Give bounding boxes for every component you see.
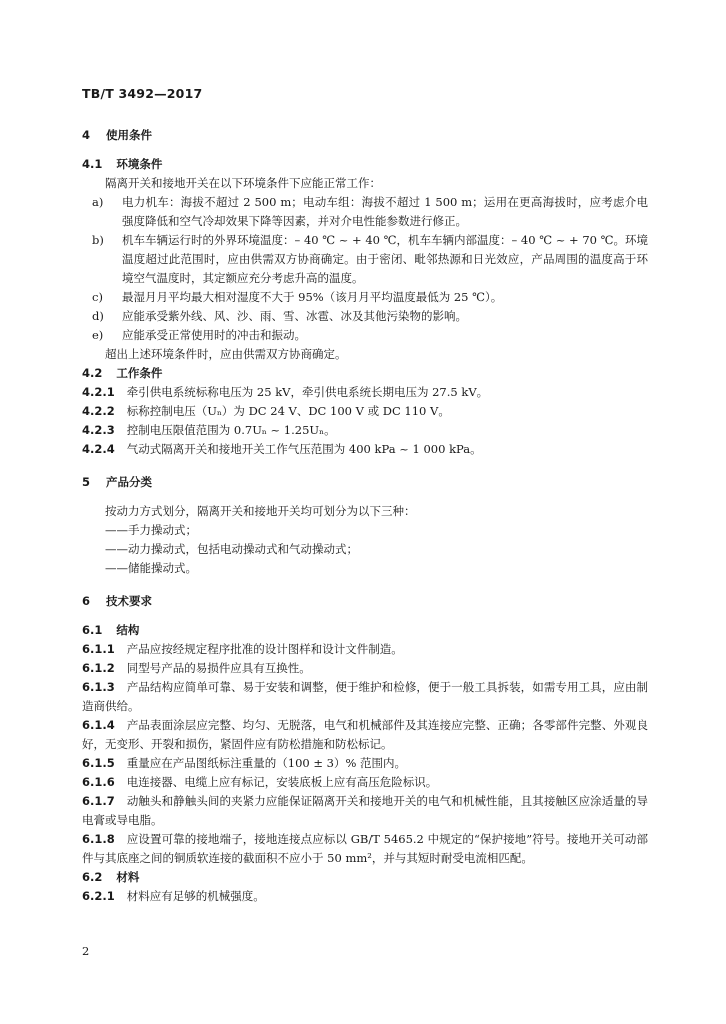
clause-number: 6.1.3 (82, 680, 115, 694)
clause-number: 6.1.6 (82, 775, 115, 789)
section-title: 产品分类 (106, 475, 153, 489)
clause-text: 材料应有足够的机械强度。 (126, 889, 265, 903)
section-6-heading (82, 592, 648, 611)
section-4-2-heading (82, 364, 648, 383)
clause (82, 640, 648, 659)
clause (82, 440, 648, 459)
clause (82, 716, 648, 754)
clause-text: 标称控制电压（Uₙ）为 DC 24 V、DC 100 V 或 DC 110 V。 (126, 404, 450, 418)
section-6-1-heading (82, 621, 648, 640)
dash-list-item: ——手力操动式； (105, 523, 197, 537)
standard-code: TB/T 3492—2017 (82, 86, 203, 101)
list-item (82, 288, 648, 307)
clause (82, 887, 648, 906)
section-number: 6.2 (82, 870, 103, 884)
clause-text: 产品应按经规定程序批准的设计图样和设计文件制造。 (126, 642, 403, 656)
clause (82, 421, 648, 440)
section-number: 5 (82, 475, 91, 489)
clause-number: 4.2.2 (82, 404, 115, 418)
list-text: 机车车辆运行时的外界环境温度：– 40 ℃ ~ + 40 ℃，机车车辆内部温度：– 40 ℃ ~ + 70 ℃。环境温度超过此范围时，应由供需双方协商确定。由于密闭、毗邻热源和日光效应，产品周围的温度高于环境空气温度时，其定额应充分考虑升高的温度。 (122, 233, 648, 285)
page-number: 2 (82, 944, 90, 958)
section-title: 环境条件 (116, 157, 163, 171)
clause-text: 电连接器、电缆上应有标记，安装底板上应有高压危险标识。 (126, 775, 438, 789)
clause-text: 产品表面涂层应完整、均匀、无脱落，电气和机械部件及其连接应完整、正确；各零部件完整、外观良好，无变形、开裂和损伤，紧固件应有防松措施和防松标记。 (82, 718, 648, 751)
list-text: 应能承受正常使用时的冲击和振动。 (122, 328, 306, 342)
section-5-heading (82, 473, 648, 492)
clause (82, 830, 648, 868)
list-label: a) (92, 195, 104, 209)
list-label: b) (92, 233, 104, 247)
list-item (82, 231, 648, 288)
clause (82, 792, 648, 830)
clause-text: 同型号产品的易损件应具有互换性。 (126, 661, 311, 675)
clause (82, 383, 648, 402)
clause-number: 6.1.4 (82, 718, 115, 732)
clause-text: 气动式隔离开关和接地开关工作气压范围为 400 kPa ~ 1 000 kPa。 (126, 442, 482, 456)
section-title: 技术要求 (106, 594, 153, 608)
clause-number: 6.1.8 (82, 832, 115, 846)
clause-number: 4.2.4 (82, 442, 115, 456)
dash-list-item: ——动力操动式，包括电动操动式和气动操动式； (105, 542, 358, 556)
clause-text: 牵引供电系统标称电压为 25 kV，牵引供电系统长期电压为 27.5 kV。 (126, 385, 489, 399)
paragraph: 隔离开关和接地开关在以下环境条件下应能正常工作： (105, 176, 381, 190)
clause (82, 659, 648, 678)
clause-text: 控制电压限值范围为 0.7Uₙ ~ 1.25Uₙ。 (126, 423, 336, 437)
list-item (82, 307, 648, 326)
clause-text: 动触头和静触头间的夹紧力应能保证隔离开关和接地开关的电气和机械性能，且其接触区应涂适量的导电膏或导电脂。 (82, 794, 648, 827)
section-number: 6.1 (82, 623, 103, 637)
list-item (82, 193, 648, 231)
section-4-1-heading (82, 155, 648, 174)
clause-number: 4.2.1 (82, 385, 115, 399)
clause-number: 6.1.5 (82, 756, 115, 770)
section-title: 材料 (116, 870, 140, 884)
clause-text: 产品结构应简单可靠、易于安装和调整，便于维护和检修，便于一般工具拆装，如需专用工具，应由制造商供给。 (82, 680, 648, 713)
section-title: 结构 (116, 623, 140, 637)
clause (82, 402, 648, 421)
list-text: 最湿月月平均最大相对湿度不大于 95%（该月月平均温度最低为 25 ℃）。 (122, 290, 503, 304)
clause-number: 6.1.7 (82, 794, 115, 808)
clause (82, 754, 648, 773)
clause-number: 6.1.1 (82, 642, 115, 656)
list-label: e) (92, 328, 104, 342)
dash-list-item: ——储能操动式。 (105, 561, 197, 575)
clause-number: 4.2.3 (82, 423, 115, 437)
clause-number: 6.1.2 (82, 661, 115, 675)
clause-text: 应设置可靠的接地端子，接地连接点应标以 GB/T 5465.2 中规定的“保护接地”符号。接地开关可动部件与其底座之间的铜质软连接的截面积不应小于 50 mm²，并与其短时耐受电流相匹配。 (82, 832, 648, 865)
section-title: 使用条件 (106, 128, 153, 142)
clause (82, 678, 648, 716)
paragraph: 按动力方式划分，隔离开关和接地开关均可划分为以下三种： (105, 504, 416, 518)
section-6-2-heading (82, 868, 648, 887)
paragraph: 超出上述环境条件时，应由供需双方协商确定。 (105, 347, 347, 361)
list-label: c) (92, 290, 103, 304)
section-title: 工作条件 (116, 366, 163, 380)
list-item (82, 326, 648, 345)
clause-text: 重量应在产品图纸标注重量的（100 ± 3）% 范围内。 (126, 756, 407, 770)
list-text: 电力机车：海拔不超过 2 500 m；电动车组：海拔不超过 1 500 m；运用在更高海拔时，应考虑介电强度降低和空气冷却效果下降等因素，并对介电性能参数进行修正。 (122, 195, 648, 228)
list-label: d) (92, 309, 104, 323)
clause-number: 6.2.1 (82, 889, 115, 903)
section-number: 4.2 (82, 366, 103, 380)
page-body (82, 126, 648, 906)
section-number: 4 (82, 128, 91, 142)
section-number: 6 (82, 594, 91, 608)
clause (82, 773, 648, 792)
section-number: 4.1 (82, 157, 103, 171)
section-4-heading (82, 126, 648, 145)
list-text: 应能承受紫外线、风、沙、雨、雪、冰雹、冰及其他污染物的影响。 (122, 309, 467, 323)
